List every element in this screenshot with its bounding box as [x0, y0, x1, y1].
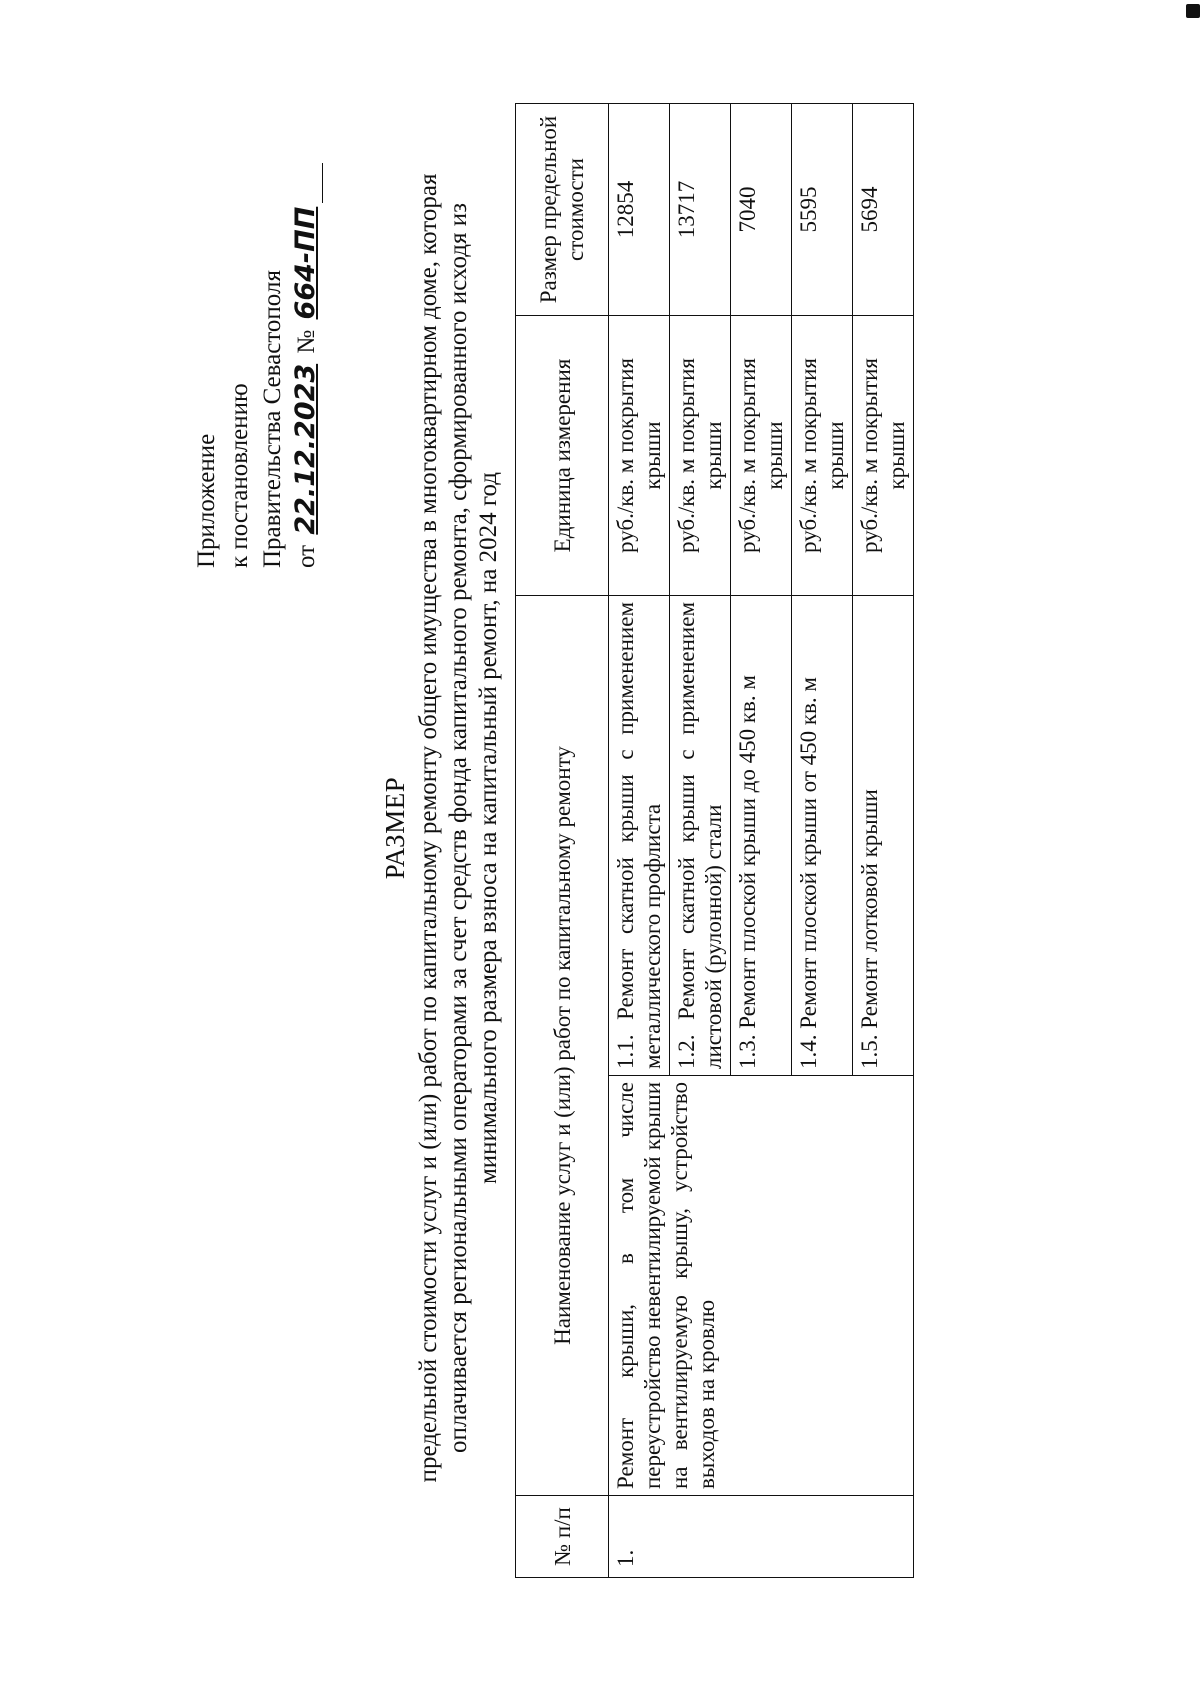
title-line-2: оплачивается региональными операторами за счет средств фонда капитального ремонта, сформированного исходя из	[445, 202, 472, 1454]
row-3-cost: 7040	[731, 104, 792, 316]
appendix-line-2: к постановлению	[226, 383, 253, 568]
handwritten-number: 664-ПП	[290, 206, 321, 320]
row-4-unit: руб./кв. м покрытия крыши	[792, 316, 853, 596]
underline-rule	[300, 163, 323, 203]
title-heading: РАЗМЕР	[380, 776, 410, 880]
row-2-name: 1.2. Ремонт скатной крыши с применением листовой (рулонной) стали	[670, 596, 731, 1076]
date-prefix: от	[293, 544, 320, 568]
header-name: Наименование услуг и (или) работ по капитальному ремонту	[516, 596, 609, 1496]
row-5-unit: руб./кв. м покрытия крыши	[853, 316, 914, 596]
cost-table-container	[515, 104, 914, 1578]
row-4-name: 1.4. Ремонт плоской крыши от 450 кв. м	[792, 596, 853, 1076]
table-row	[609, 104, 670, 1578]
row-3-unit: руб./кв. м покрытия крыши	[731, 316, 792, 596]
row-5-cost: 5694	[853, 104, 914, 316]
cost-table	[515, 103, 914, 1578]
number-prefix: №	[293, 329, 320, 354]
header-unit: Единица измерения	[516, 316, 609, 596]
row-1-name: 1.1. Ремонт скатной крыши с применением металлического профлиста	[609, 596, 670, 1076]
row-5-name: 1.5. Ремонт лотковой крыши	[853, 596, 914, 1076]
handwritten-date: 22.12.2023	[290, 363, 321, 535]
row-2-cost: 13717	[670, 104, 731, 316]
appendix-date-line	[289, 163, 323, 568]
row-1-cost: 12854	[609, 104, 670, 316]
title-line-1: предельной стоимости услуг и (или) работ по капитальному ремонту общего имущества в многоквартирном доме, которая	[415, 173, 442, 1483]
row-3-name: 1.3. Ремонт плоской крыши до 450 кв. м	[731, 596, 792, 1076]
appendix-line-3: Правительства Севастополя	[259, 270, 286, 568]
header-num: № п/п	[516, 1496, 609, 1578]
table-header-row	[516, 104, 609, 1578]
row-4-cost: 5595	[792, 104, 853, 316]
appendix-block	[190, 163, 323, 568]
group-num: 1.	[609, 1496, 914, 1578]
row-1-unit: руб./кв. м покрытия крыши	[609, 316, 670, 596]
group-name: Ремонт крыши, в том числе переустройство невентилируемой крыши на вентилируемую крышу, устройство выходов на кровлю	[609, 1076, 914, 1496]
document-title	[380, 128, 504, 1528]
row-2-unit: руб./кв. м покрытия крыши	[670, 316, 731, 596]
title-line-3: минимального размера взноса на капитальный ремонт, на 2024 год	[475, 471, 502, 1185]
scan-corner-mark	[1186, 4, 1200, 18]
appendix-line-1: Приложение	[193, 433, 220, 568]
header-cost: Размер предельной стоимости	[516, 104, 609, 316]
